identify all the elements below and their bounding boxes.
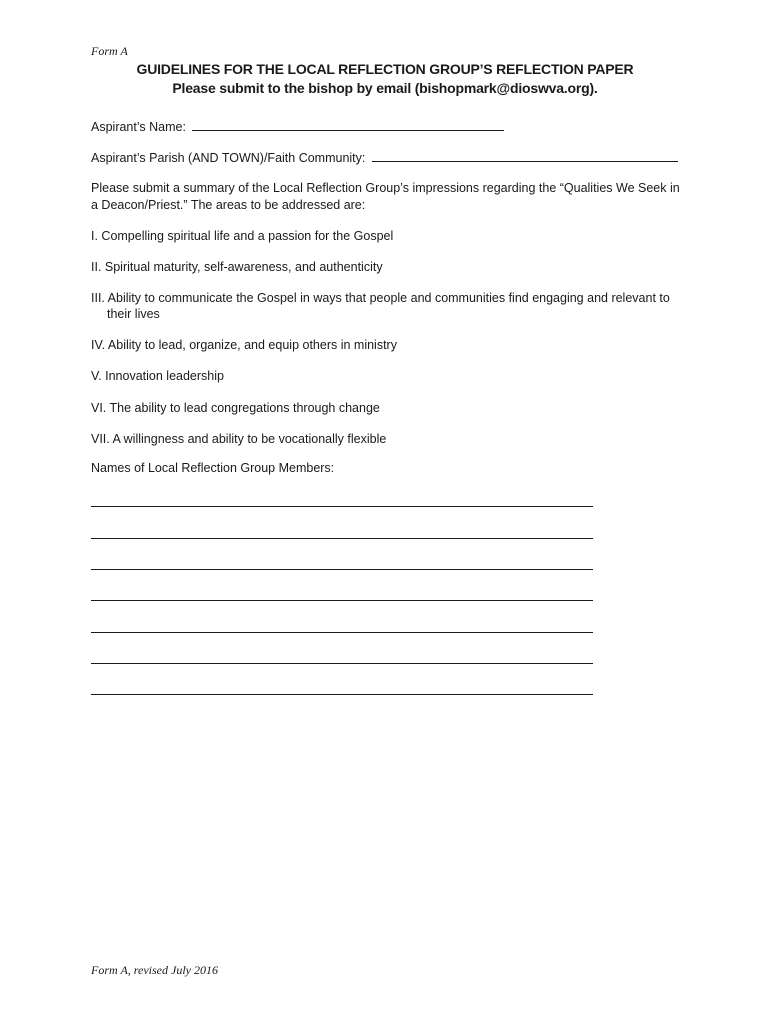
quality-item-text: III. Ability to communicate the Gospel in ways that people and communities find engaging and relevant to: [91, 291, 670, 305]
quality-item: VI. The ability to lead congregations through change: [91, 401, 380, 415]
quality-item: VII. A willingness and ability to be vocationally flexible: [91, 432, 387, 446]
quality-item: V. Innovation leadership: [91, 369, 224, 383]
member-name-field[interactable]: [91, 600, 593, 601]
document-title: GUIDELINES FOR THE LOCAL REFLECTION GROUP’S REFLECTION PAPER: [136, 61, 634, 77]
form-label: Form A: [91, 44, 128, 58]
aspirant-parish-field[interactable]: [372, 149, 678, 162]
submission-instruction: Please submit to the bishop by email (bishopmark@dioswva.org).: [172, 80, 598, 96]
member-name-field[interactable]: [91, 663, 593, 664]
member-name-field[interactable]: [91, 538, 593, 539]
aspirant-parish-row: [91, 149, 678, 165]
footer-revision: Form A, revised July 2016: [91, 963, 218, 977]
quality-item: [91, 290, 681, 322]
quality-item: IV. Ability to lead, organize, and equip others in ministry: [91, 338, 397, 352]
member-name-field[interactable]: [91, 694, 593, 695]
member-name-field[interactable]: [91, 506, 593, 507]
member-name-field[interactable]: [91, 569, 593, 570]
member-name-field[interactable]: [91, 632, 593, 633]
quality-item: II. Spiritual maturity, self-awareness, and authenticity: [91, 260, 383, 274]
quality-item-continuation: their lives: [107, 307, 160, 321]
aspirant-parish-label: Aspirant’s Parish (AND TOWN)/Faith Community:: [91, 151, 366, 165]
aspirant-name-row: [91, 118, 504, 134]
quality-item: I. Compelling spiritual life and a passion for the Gospel: [91, 229, 394, 243]
intro-paragraph: Please submit a summary of the Local Reflection Group’s impressions regarding the “Qualities We Seek in a Deacon/Priest.” The areas to be addressed are:: [91, 181, 680, 212]
aspirant-name-label: Aspirant’s Name:: [91, 120, 186, 134]
members-label: Names of Local Reflection Group Members:: [91, 461, 335, 475]
aspirant-name-field[interactable]: [192, 118, 504, 131]
